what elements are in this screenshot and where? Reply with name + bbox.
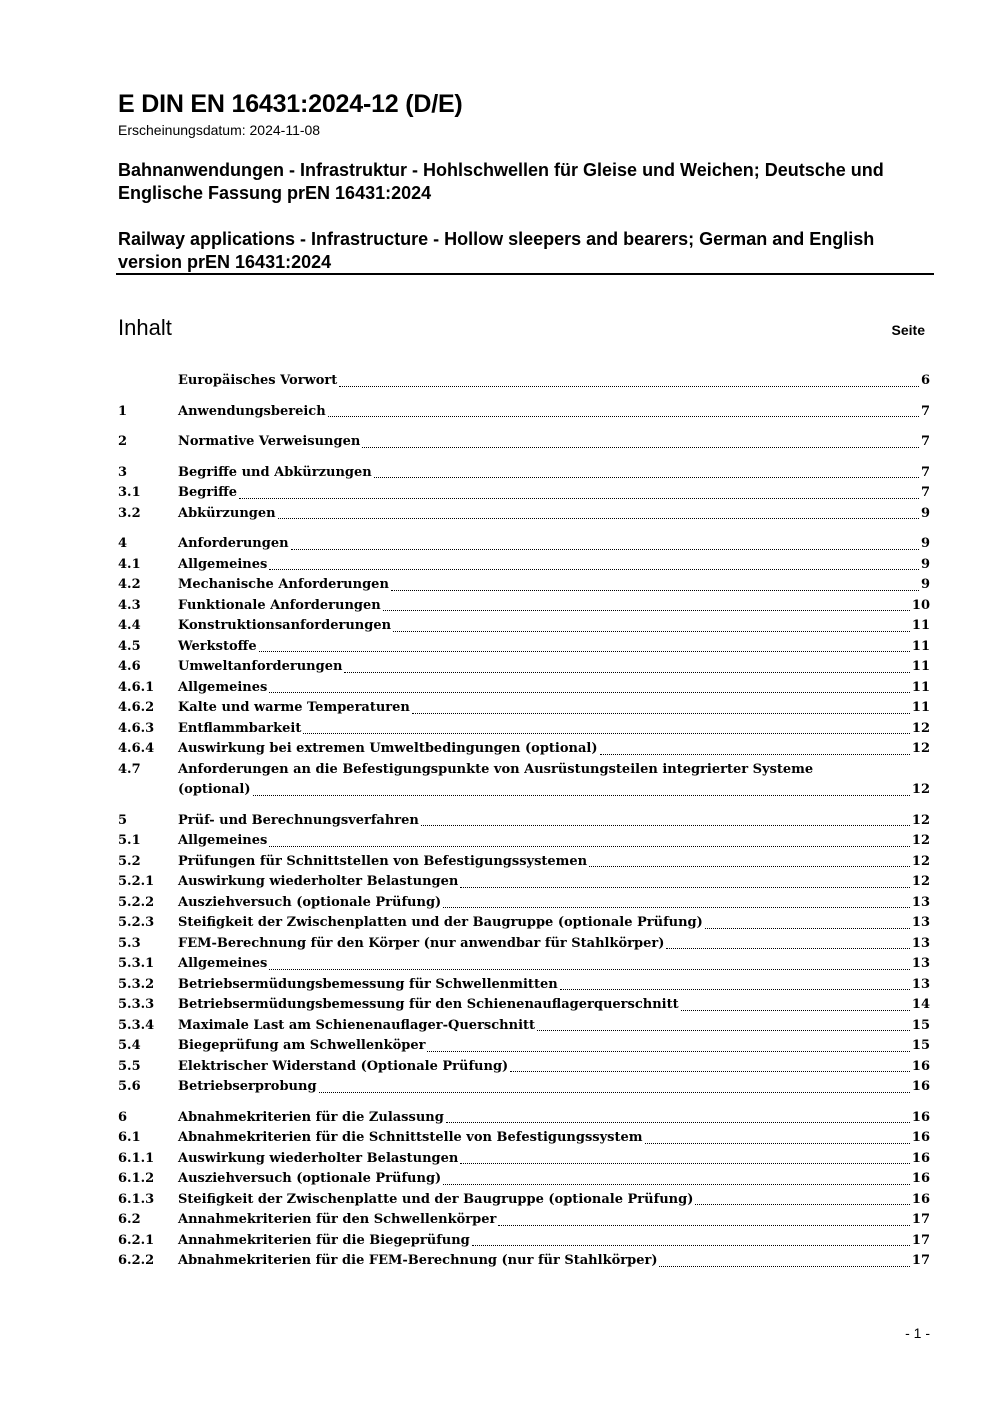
toc-entry-page: 12: [911, 874, 930, 889]
toc-entry-page: 16: [911, 1130, 930, 1145]
toc-entry-number: 1: [118, 403, 128, 419]
table-of-contents: [118, 371, 930, 1272]
toc-entry[interactable]: [118, 534, 930, 555]
toc-entry-page: 17: [911, 1212, 930, 1227]
toc-entry-page: 16: [911, 1109, 930, 1125]
toc-entry-title: Abnahmekriterien für die FEM-Berechnung (nur für Stahlkörper): [178, 1253, 658, 1268]
toc-entry-title: Auswirkung bei extremen Umweltbedingungen (optional): [178, 741, 598, 756]
toc-entry-page: 16: [911, 1058, 930, 1074]
toc-entry-page: 12: [911, 782, 930, 797]
toc-entry-page: 13: [911, 894, 930, 910]
toc-entry-page: 10: [911, 597, 930, 613]
toc-entry[interactable]: [118, 852, 930, 873]
toc-entry-title: Anforderungen an die Befestigungspunkte von Ausrüstungsteilen integrierter Systeme: [178, 761, 814, 777]
toc-leader-dots: [374, 477, 919, 478]
toc-entry-page: 11: [911, 638, 930, 654]
toc-entry-title: Begriffe und Abkürzungen: [178, 464, 372, 480]
toc-entry-number: 4.6.3: [118, 720, 155, 736]
toc-entry-number: 6.1.1: [118, 1150, 155, 1166]
toc-page-column-label: Seite: [891, 322, 925, 338]
toc-leader-dots: [460, 1163, 910, 1164]
toc-entry-number: 4.3: [118, 597, 141, 613]
toc-entry-number: 5.3.4: [118, 1017, 155, 1033]
toc-entry-number: 5.2.3: [118, 915, 155, 930]
toc-entry-page: 11: [911, 659, 930, 674]
toc-entry-page: 7: [920, 403, 930, 419]
toc-entry[interactable]: [118, 1169, 930, 1190]
toc-entry[interactable]: [118, 575, 930, 596]
toc-entry-title: Betriebsermüdungsbemessung für den Schienenauflagerquerschnitt: [178, 997, 679, 1012]
title-english: Railway applications - Infrastructure - Hollow sleepers and bearers; German and English version prEN 16431:2024: [118, 229, 875, 272]
toc-entry-number: 4.6.4: [118, 741, 155, 756]
toc-entry-page: 7: [920, 434, 930, 449]
toc-entry[interactable]: [118, 596, 930, 617]
toc-entry-title-continued: (optional): [178, 782, 251, 797]
toc-leader-dots: [560, 989, 910, 990]
title-german: Bahnanwendungen - Infrastruktur - Hohlschwellen für Gleise und Weichen; Deutsche und Englische Fassung prEN 16431:2024: [118, 160, 884, 203]
toc-entry-number: 4.6: [118, 659, 141, 674]
toc-leader-dots: [645, 1143, 910, 1144]
toc-entry[interactable]: [118, 657, 930, 678]
toc-entry-title: Elektrischer Widerstand (Optionale Prüfung): [178, 1058, 509, 1074]
toc-entry-title: Abkürzungen: [178, 505, 276, 521]
toc-entry[interactable]: [118, 1210, 930, 1231]
toc-entry[interactable]: [118, 913, 930, 934]
toc-entry[interactable]: [118, 872, 930, 893]
toc-leader-dots: [253, 795, 910, 796]
toc-entry[interactable]: [118, 1190, 930, 1211]
toc-entry-title: Europäisches Vorwort: [178, 373, 338, 388]
toc-leader-dots: [269, 969, 910, 970]
toc-leader-dots: [269, 692, 910, 693]
toc-leader-dots: [681, 1010, 910, 1011]
toc-entry[interactable]: [118, 555, 930, 576]
toc-leader-dots: [600, 754, 910, 755]
toc-entry-title: Allgemeines: [178, 679, 268, 695]
toc-entry-title: Umweltanforderungen: [178, 659, 343, 674]
toc-entry-title: Funktionale Anforderungen: [178, 597, 381, 613]
toc-entry[interactable]: [118, 504, 930, 525]
toc-entry-number: 6.1.3: [118, 1191, 155, 1207]
toc-entry[interactable]: [118, 739, 930, 760]
toc-entry-page: 16: [911, 1079, 930, 1094]
toc-entry-page: 13: [911, 976, 930, 992]
toc-leader-dots: [393, 631, 910, 632]
toc-entry-number: 5.2.2: [118, 894, 155, 910]
toc-entry-page: 12: [911, 853, 930, 869]
toc-entry-number: 3.1: [118, 485, 141, 500]
toc-entry-page: 12: [911, 741, 930, 756]
toc-entry[interactable]: [118, 637, 930, 658]
toc-entry-number: 3: [118, 464, 128, 480]
toc-leader-dots: [443, 907, 910, 908]
toc-entry-number: 5.3.2: [118, 976, 155, 992]
toc-entry-title: Entflammbarkeit: [178, 720, 302, 736]
toc-entry-title: Abnahmekriterien für die Schnittstelle von Befestigungssystem: [178, 1130, 643, 1145]
toc-leader-dots: [446, 1122, 910, 1123]
toc-entry-page: 13: [911, 935, 930, 951]
toc-entry-page: 14: [911, 997, 930, 1012]
toc-entry-number: 4.7: [118, 761, 141, 777]
toc-entry-number: 6.2.1: [118, 1232, 155, 1248]
toc-entry-number: 4.5: [118, 638, 141, 654]
toc-entry[interactable]: [118, 1057, 930, 1078]
toc-leader-dots: [339, 386, 919, 387]
toc-entry[interactable]: [118, 1231, 930, 1252]
toc-entry-title: Allgemeines: [178, 556, 268, 572]
toc-entry[interactable]: [118, 1149, 930, 1170]
toc-entry[interactable]: [118, 975, 930, 996]
toc-entry-page: 16: [911, 1171, 930, 1186]
toc-entry-title: Betriebserprobung: [178, 1079, 317, 1094]
toc-entry-title: Allgemeines: [178, 956, 268, 971]
toc-entry-number: 6.2.2: [118, 1253, 155, 1268]
toc-entry-number: 5.3.3: [118, 997, 155, 1012]
toc-entry-number: 6.1.2: [118, 1171, 155, 1186]
toc-entry[interactable]: [118, 760, 930, 801]
toc-entry-number: 5.6: [118, 1079, 141, 1094]
toc-entry-title: Auswirkung wiederholter Belastungen: [178, 1150, 459, 1166]
toc-entry-title: Anwendungsbereich: [178, 403, 326, 419]
toc-entry-number: 4.1: [118, 556, 141, 572]
toc-entry[interactable]: [118, 1016, 930, 1037]
toc-entry[interactable]: [118, 432, 930, 453]
toc-entry[interactable]: [118, 1128, 930, 1149]
toc-entry[interactable]: [118, 1108, 930, 1129]
toc-entry-page: 7: [920, 464, 930, 480]
toc-entry-title: Annahmekriterien für die Biegeprüfung: [178, 1232, 470, 1248]
toc-entry-title: Anforderungen: [178, 536, 289, 551]
toc-entry[interactable]: [118, 616, 930, 637]
toc-entry[interactable]: [118, 719, 930, 740]
toc-leader-dots: [705, 928, 910, 929]
toc-entry-page: 11: [911, 700, 930, 715]
toc-entry[interactable]: [118, 1251, 930, 1272]
toc-entry[interactable]: [118, 995, 930, 1016]
toc-entry-title: Betriebsermüdungsbemessung für Schwellenmitten: [178, 976, 558, 992]
toc-entry-title: Ausziehversuch (optionale Prüfung): [178, 1171, 442, 1186]
toc-entry-page: 16: [911, 1191, 930, 1207]
toc-leader-dots: [328, 416, 919, 417]
toc-leader-dots: [344, 672, 909, 673]
toc-leader-dots: [383, 610, 910, 611]
toc-entry[interactable]: [118, 893, 930, 914]
toc-entry-page: 11: [911, 679, 930, 695]
toc-entry-number: 5.4: [118, 1038, 141, 1053]
toc-entry-title: Abnahmekriterien für die Zulassung: [178, 1109, 444, 1125]
toc-entry-page: 17: [911, 1253, 930, 1268]
toc-leader-dots: [362, 447, 919, 448]
toc-entry[interactable]: [118, 1077, 930, 1098]
toc-leader-dots: [427, 1051, 909, 1052]
toc-entry-title: Maximale Last am Schienenauflager-Querschnitt: [178, 1017, 536, 1033]
toc-entry-page: 15: [911, 1038, 930, 1053]
toc-entry-page: 6: [920, 373, 930, 388]
publication-date: Erscheinungsdatum: 2024-11-08: [118, 122, 321, 138]
toc-entry-number: 4.2: [118, 577, 141, 592]
toc-leader-dots: [391, 590, 919, 591]
toc-entry[interactable]: [118, 483, 930, 504]
toc-entry-title: Prüf- und Berechnungsverfahren: [178, 812, 419, 828]
toc-entry[interactable]: [118, 463, 930, 484]
toc-leader-dots: [498, 1225, 910, 1226]
toc-entry-number: 6: [118, 1109, 128, 1125]
toc-entry-title: Begriffe: [178, 485, 238, 500]
toc-entry-number: 3.2: [118, 505, 141, 521]
toc-entry-page: 16: [911, 1150, 930, 1166]
toc-leader-dots: [421, 825, 910, 826]
toc-entry-number: 4.6.1: [118, 679, 155, 695]
toc-entry-title: Normative Verweisungen: [178, 434, 361, 449]
toc-entry-number: 5.1: [118, 833, 141, 848]
toc-entry-title: Mechanische Anforderungen: [178, 577, 389, 592]
toc-entry[interactable]: [118, 934, 930, 955]
toc-leader-dots: [589, 866, 910, 867]
toc-entry-title: Ausziehversuch (optionale Prüfung): [178, 894, 442, 910]
document-id: E DIN EN 16431:2024-12 (D/E): [118, 90, 463, 118]
toc-entry-number: 5.5: [118, 1058, 141, 1074]
toc-entry-page: 9: [920, 577, 930, 592]
toc-entry-page: 12: [911, 720, 930, 736]
toc-leader-dots: [537, 1030, 910, 1031]
toc-leader-dots: [269, 846, 910, 847]
toc-leader-dots: [319, 1092, 910, 1093]
toc-entry-page: 13: [911, 915, 930, 930]
toc-entry-number: 5: [118, 812, 128, 828]
toc-entry-page: 15: [911, 1017, 930, 1033]
toc-leader-dots: [291, 549, 919, 550]
toc-entry-title: Kalte und warme Temperaturen: [178, 700, 410, 715]
toc-entry-page: 11: [911, 618, 930, 633]
toc-entry-title: Allgemeines: [178, 833, 268, 848]
toc-leader-dots: [412, 713, 910, 714]
toc-entry[interactable]: [118, 831, 930, 852]
toc-leader-dots: [269, 569, 919, 570]
toc-entry-page: 13: [911, 956, 930, 971]
toc-entry-title: Annahmekriterien für den Schwellenkörper: [178, 1212, 497, 1227]
toc-entry-page: 17: [911, 1232, 930, 1248]
toc-leader-dots: [239, 498, 919, 499]
toc-leader-dots: [666, 948, 910, 949]
toc-entry-title: Prüfungen für Schnittstellen von Befestigungssystemen: [178, 853, 588, 869]
toc-entry[interactable]: [118, 811, 930, 832]
toc-leader-dots: [303, 733, 910, 734]
toc-heading: Inhalt: [118, 315, 172, 340]
title-divider: [116, 273, 934, 275]
toc-entry-page: 7: [920, 485, 930, 500]
toc-entry-number: 5.3.1: [118, 956, 155, 971]
toc-entry-number: 6.1: [118, 1130, 141, 1145]
toc-entry-page: 12: [911, 833, 930, 848]
toc-entry-title: Werkstoffe: [178, 638, 257, 654]
toc-entry-title: Steifigkeit der Zwischenplatten und der Baugruppe (optionale Prüfung): [178, 915, 703, 930]
toc-leader-dots: [259, 651, 910, 652]
toc-leader-dots: [443, 1184, 910, 1185]
toc-entry-number: 2: [118, 434, 128, 449]
toc-entry-number: 5.2: [118, 853, 141, 869]
toc-entry-number: 5.2.1: [118, 874, 155, 889]
toc-entry-title: Steifigkeit der Zwischenplatte und der Baugruppe (optionale Prüfung): [178, 1191, 694, 1207]
toc-leader-dots: [460, 887, 910, 888]
toc-entry-page: 9: [920, 536, 930, 551]
toc-leader-dots: [659, 1266, 909, 1267]
toc-entry-number: 5.3: [118, 935, 141, 951]
toc-entry[interactable]: [118, 954, 930, 975]
toc-entry-title: Konstruktionsanforderungen: [178, 618, 392, 633]
toc-leader-dots: [278, 518, 919, 519]
toc-entry[interactable]: [118, 678, 930, 699]
toc-entry[interactable]: [118, 698, 930, 719]
toc-entry-page: 9: [920, 505, 930, 521]
toc-entry-page: 12: [911, 812, 930, 828]
page-number: - 1 -: [905, 1325, 930, 1341]
toc-entry-number: 4.6.2: [118, 700, 155, 715]
toc-entry-number: 4: [118, 536, 128, 551]
toc-entry-number: 4.4: [118, 618, 141, 633]
toc-entry[interactable]: [118, 402, 930, 423]
toc-leader-dots: [695, 1204, 910, 1205]
toc-entry-title: Biegeprüfung am Schwellenköper: [178, 1038, 426, 1053]
toc-entry-page: 9: [920, 556, 930, 572]
toc-leader-dots: [510, 1071, 910, 1072]
toc-leader-dots: [472, 1245, 910, 1246]
toc-entry[interactable]: [118, 1036, 930, 1057]
toc-entry-title: Auswirkung wiederholter Belastungen: [178, 874, 459, 889]
toc-entry-title: FEM-Berechnung für den Körper (nur anwendbar für Stahlkörper): [178, 935, 665, 951]
toc-entry[interactable]: [118, 371, 930, 392]
toc-entry-number: 6.2: [118, 1212, 141, 1227]
